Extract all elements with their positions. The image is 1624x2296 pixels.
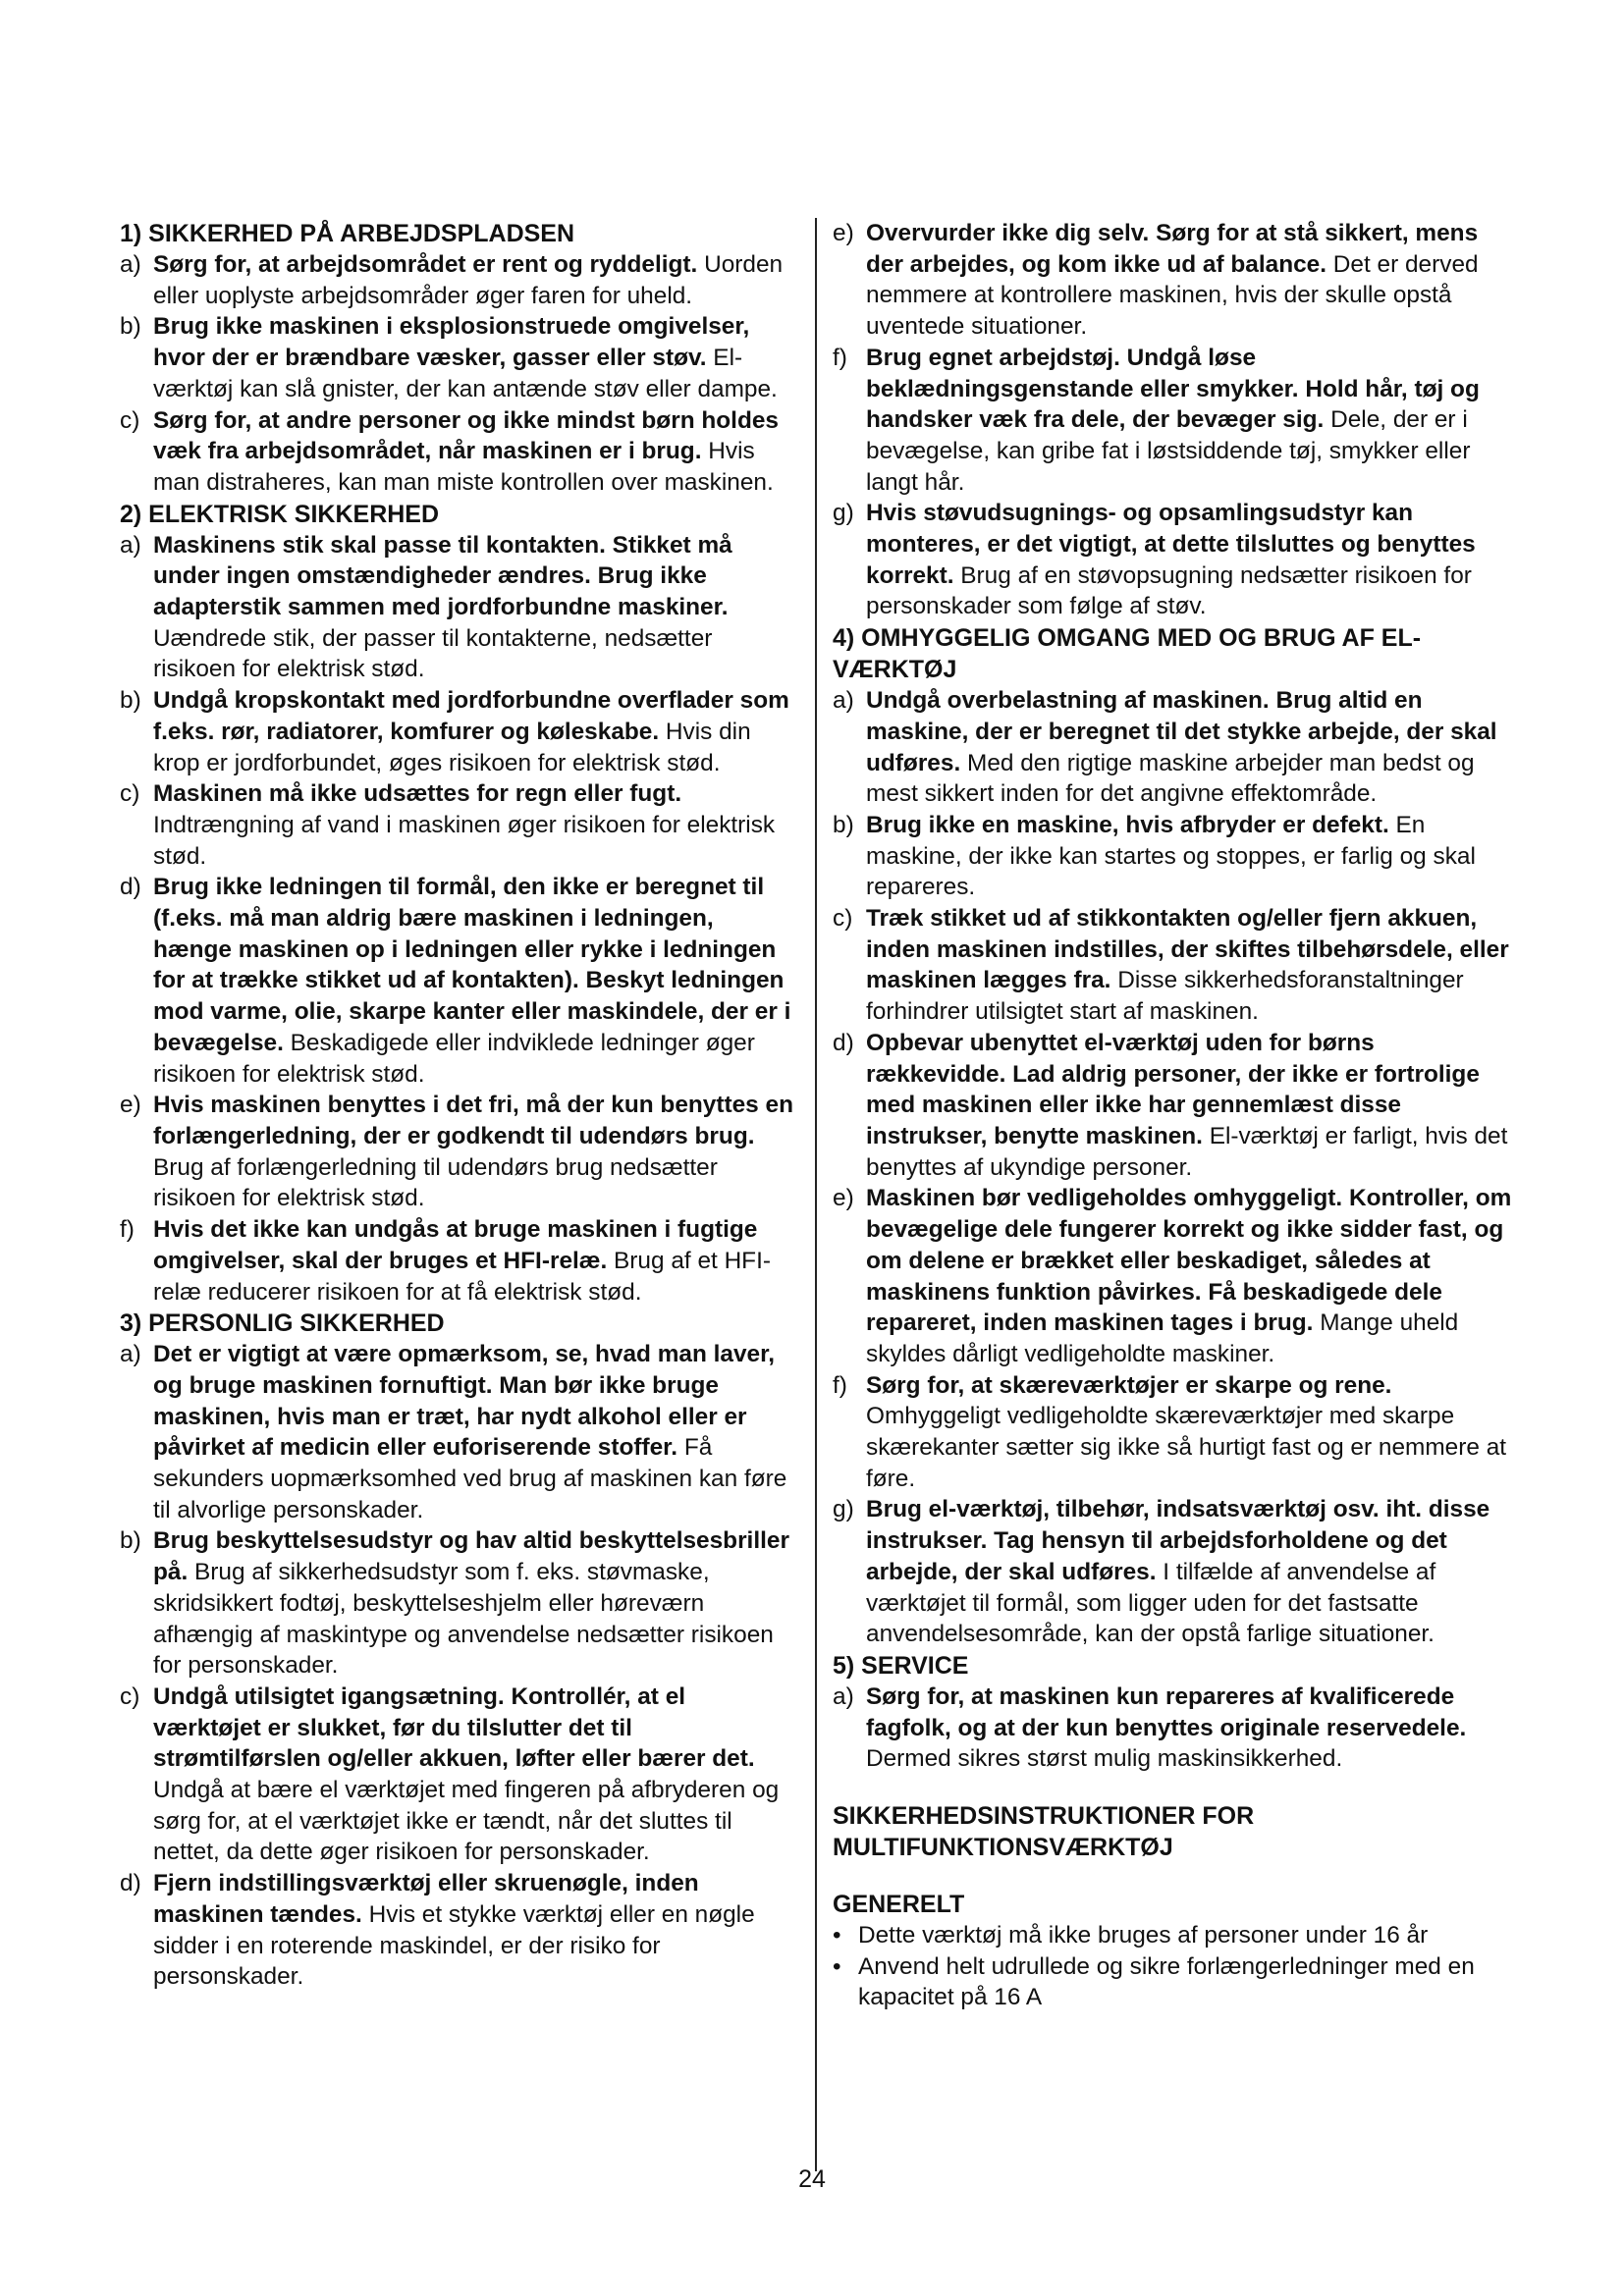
instruction-item	[833, 343, 1520, 499]
item-bold-text: Sørg for, at arbejdsområdet er rent og ryddeligt.	[153, 251, 698, 278]
item-marker: d)	[120, 1870, 141, 1897]
item-marker: d)	[120, 874, 141, 901]
item-marker: b)	[120, 313, 141, 341]
instruction-item	[120, 249, 797, 311]
page-number: 24	[798, 2165, 826, 2193]
item-normal-text: Hvis din krop er jordforbundet, øges risikoen for elektrisk stød.	[153, 718, 751, 776]
item-bold-text: Brug ikke maskinen i eksplosionstruede omgivelser, hvor der er brændbare væsker, gasser eller støv.	[153, 313, 750, 372]
item-marker: e)	[833, 220, 854, 246]
item-bold-text: Maskinen bør vedligeholdes omhyggeligt. Kontroller, om bevægelige dele fungerer korrekt og ikke sidder fast, og om delene er brækket eller beskadiget, således at maskinens funktion påvirkes. Få beskadigede dele repareret, inden maskinen tages i brug.	[866, 1185, 1512, 1337]
instruction-item	[120, 405, 797, 499]
item-normal-text: Indtrængning af vand i maskinen øger risikoen for elektrisk stød.	[153, 811, 776, 870]
item-marker: c)	[120, 1682, 140, 1710]
item-normal-text: Hvis et stykke værktøj eller en nøgle sidder i en roterende maskindel, er der risiko for personskader.	[153, 1900, 755, 1991]
item-bold-text: Undgå overbelastning af maskinen. Brug altid en maskine, der er beregnet til det stykke arbejde, der skal udføres.	[866, 687, 1497, 776]
item-marker: f)	[120, 1216, 135, 1244]
subheading: SIKKERHEDSINSTRUKTIONER FOR MULTIFUNKTIONSVÆRKTØJ	[833, 1802, 1255, 1862]
item-marker: a)	[833, 687, 854, 715]
item-bold-text: Hvis maskinen benyttes i det fri, må der kun benyttes en forlængerledning, der er godkendt til udendørs brug.	[153, 1092, 793, 1149]
item-normal-text: Dele, der er i bevægelse, kan gribe fat i løstsiddende tøj, smykker eller langt hår.	[866, 406, 1471, 496]
item-marker: c)	[120, 406, 140, 434]
item-marker: a)	[120, 531, 141, 559]
item-marker: b)	[833, 811, 854, 838]
item-marker: a)	[120, 251, 141, 278]
section-heading: 2) ELEKTRISK SIKKERHED	[120, 500, 440, 528]
item-bold-text: Opbevar ubenyttet el-værktøj uden for børns rækkevidde. Lad aldrig personer, der ikke er fortrolige med maskinen eller ikke har gennemlæst disse instrukser, benytte maskinen.	[866, 1029, 1480, 1149]
item-bold-text: Fjern indstillingsværktøj eller skruenøgle, inden maskinen tændes.	[153, 1870, 699, 1928]
item-marker: c)	[833, 905, 853, 933]
item-bold-text: Brug el-værktøj, tilbehør, indsatsværktøj osv. iht. disse instrukser. Tag hensyn til arbejdsforholdene og det arbejde, der skal udføres.	[866, 1496, 1490, 1585]
spacer	[833, 1775, 1520, 1800]
instruction-item	[120, 685, 797, 778]
item-normal-text: Brug af en støvopsugning nedsætter risikoen for personskader som følge af støv.	[866, 561, 1472, 620]
item-normal-text: En maskine, der ikke kan startes og stoppes, er farlig og skal repareres.	[866, 811, 1476, 901]
item-normal-text: Brug af forlængerledning til udendørs brug nedsætter risikoen for elektrisk stød.	[153, 1153, 718, 1212]
instruction-item	[120, 1525, 797, 1682]
item-marker: g)	[833, 500, 854, 527]
section-heading: 4) OMHYGGELIG OMGANG MED OG BRUG AF EL-VÆRKTØJ	[833, 624, 1422, 684]
item-normal-text: Omhyggeligt vedligeholdte skæreværktøjer med skarpe skærekanter sætter sig ikke så hurtigt fast og er nemmere at føre.	[866, 1403, 1507, 1492]
bullet-text: Dette værktøj må ikke bruges af personer under 16 år	[858, 1922, 1429, 1949]
item-bold-text: Sørg for, at andre personer og ikke mindst børn holdes væk fra arbejdsområdet, når maskinen er i brug.	[153, 406, 779, 465]
bullet-item	[833, 1920, 1520, 1951]
instruction-item	[120, 872, 797, 1090]
item-normal-text: Dermed sikres størst mulig maskinsikkerhed.	[866, 1745, 1343, 1773]
item-normal-text: Brug af sikkerhedsudstyr som f. eks. støvmaske, skridsikkert fodtøj, beskyttelseshjelm eller høreværn afhængig af maskintype og anvendelse nedsætter risikoen for personskader.	[153, 1559, 774, 1680]
item-bold-text: Brug beskyttelsesudstyr og hav altid beskyttelsesbriller på.	[153, 1527, 789, 1586]
item-marker: f)	[833, 344, 847, 371]
item-marker: e)	[833, 1185, 854, 1212]
item-bold-text: Overvurder ikke dig selv. Sørg for at stå sikkert, mens der arbejdes, og kom ikke ud af balance.	[866, 220, 1479, 278]
instruction-item	[833, 1183, 1520, 1369]
section-heading: 1) SIKKERHED PÅ ARBEJDSPLADSEN	[120, 220, 575, 247]
item-normal-text: Få sekunders uopmærksomhed ved brug af maskinen kan føre til alvorlige personskader.	[153, 1434, 787, 1523]
instruction-item	[833, 685, 1520, 810]
instruction-item	[120, 1868, 797, 1993]
item-normal-text: Uorden eller uoplyste arbejdsområder øger faren for uheld.	[153, 251, 784, 309]
item-marker: d)	[833, 1029, 854, 1056]
section-heading: 5) SERVICE	[833, 1651, 969, 1680]
instruction-item	[833, 218, 1520, 343]
item-bold-text: Træk stikket ud af stikkontakten og/eller fjern akkuen, inden maskinen indstilles, der skiftes tilbehørsdele, eller maskinen lægges fra.	[866, 905, 1509, 994]
instruction-item	[833, 903, 1520, 1028]
item-normal-text: Det er derved nemmere at kontrollere maskinen, hvis der skulle opstå uventede situationer.	[866, 250, 1479, 341]
item-normal-text: Beskadigede eller indviklede ledninger øger risikoen for elektrisk stød.	[153, 1029, 755, 1088]
item-marker: b)	[120, 1527, 141, 1555]
item-normal-text: Disse sikkerhedsforanstaltninger forhindrer utilsigtet start af maskinen.	[866, 967, 1464, 1026]
instruction-item	[833, 1494, 1520, 1650]
instruction-item	[120, 1090, 797, 1214]
bullet-item	[833, 1951, 1520, 2013]
right-column	[833, 218, 1520, 2013]
item-bold-text: Brug egnet arbejdstøj. Undgå løse beklædningsgenstande eller smykker. Hold hår, tøj og handsker væk fra dele, der bevæger sig.	[866, 344, 1480, 434]
bullet-marker: •	[833, 1922, 841, 1949]
section-heading: 3) PERSONLIG SIKKERHED	[120, 1309, 445, 1338]
bullet-marker: •	[833, 1952, 841, 1980]
item-normal-text: I tilfælde af anvendelse af værktøjet til formål, som ligger uden for det fastsatte anvendelsesområde, kan der opstå farlige situationer.	[866, 1558, 1436, 1648]
instruction-item	[120, 1339, 797, 1525]
instruction-item	[120, 778, 797, 872]
item-marker: a)	[833, 1682, 854, 1710]
item-bold-text: Hvis det ikke kan undgås at bruge maskinen i fugtige omgivelser, skal der bruges et HFI-relæ.	[153, 1216, 758, 1274]
item-normal-text: Med den rigtige maskine arbejder man bedst og mest sikkert inden for det angivne effektområde.	[866, 749, 1475, 808]
item-normal-text: Hvis man distraheres, kan man miste kontrollen over maskinen.	[153, 438, 774, 496]
item-bold-text: Det er vigtigt at være opmærksom, se, hvad man laver, og bruge maskinen fornuftigt. Man bør ikke bruge maskinen, hvis man er træt, har nydt alkohol eller er påvirket af medicin eller euforiserende stoffer.	[153, 1341, 776, 1462]
item-normal-text: Undgå at bære el værktøjet med fingeren på afbryderen og sørg for, at el værktøjet ikke er tændt, når det sluttes til nettet, da dette øger risikoen for personskader.	[153, 1777, 780, 1866]
instruction-item	[833, 1682, 1520, 1775]
instruction-item	[120, 1682, 797, 1868]
item-marker: c)	[120, 780, 140, 808]
item-marker: f)	[833, 1371, 847, 1399]
bullet-text: Anvend helt udrullede og sikre forlængerledninger med en kapacitet på 16 A	[858, 1952, 1475, 2011]
item-bold-text: Undgå utilsigtet igangsætning. Kontrollér, at el værktøjet er slukket, før du tilslutter det til strømtilførslen og/eller akkuen, løfter eller bærer det.	[153, 1682, 755, 1773]
item-bold-text: Sørg for, at skæreværktøjer er skarpe og rene.	[866, 1371, 1392, 1399]
item-bold-text: Hvis støvudsugnings- og opsamlingsudstyr kan monteres, er det vigtigt, at dette tilsluttes og benyttes korrekt.	[866, 500, 1476, 589]
item-marker: a)	[120, 1341, 141, 1368]
left-column	[120, 218, 797, 1993]
item-marker: e)	[120, 1092, 141, 1119]
instruction-item	[120, 530, 797, 686]
item-normal-text: El-værktøj er farligt, hvis det benyttes af ukyndige personer.	[866, 1122, 1508, 1181]
item-bold-text: Maskinen må ikke udsættes for regn eller fugt.	[153, 780, 682, 808]
item-bold-text: Maskinens stik skal passe til kontakten. Stikket må under ingen omstændigheder ændres. Brug ikke adapterstik sammen med jordforbundne maskiner.	[153, 531, 732, 621]
item-marker: b)	[120, 687, 141, 715]
item-bold-text: Brug ikke ledningen til formål, den ikke er beregnet til (f.eks. må man aldrig bære maskinen i ledningen, hænge maskinen op i ledningen eller rykke i ledningen for at trække stikket ud af kontakten). Beskyt ledningen mod varme, olie, skarpe kanter eller maskindele, der er i bevægelse.	[153, 874, 791, 1056]
instruction-item	[833, 498, 1520, 622]
item-normal-text: Brug af et HFI-relæ reducerer risikoen for at få elektrisk stød.	[153, 1247, 771, 1306]
item-bold-text: Sørg for, at maskinen kun repareres af kvalificerede fagfolk, og at der kun benyttes originale reservedele.	[866, 1682, 1467, 1741]
instruction-item	[833, 1028, 1520, 1184]
item-normal-text: Uændrede stik, der passer til kontakterne, nedsætter risikoen for elektrisk stød.	[153, 624, 713, 683]
item-bold-text: Brug ikke en maskine, hvis afbryder er defekt.	[866, 811, 1389, 838]
item-bold-text: Undgå kropskontakt med jordforbundne overflader som f.eks. rør, radiatorer, komfurer og køleskabe.	[153, 687, 789, 745]
instruction-item	[833, 810, 1520, 903]
subheading: GENERELT	[833, 1891, 965, 1919]
item-normal-text: Mange uheld skyldes dårligt vedligeholdte maskiner.	[866, 1309, 1459, 1367]
instruction-item	[833, 1370, 1520, 1495]
instruction-item	[120, 311, 797, 404]
item-normal-text: El-værktøj kan slå gnister, der kan antænde støv eller dampe.	[153, 345, 778, 402]
item-marker: g)	[833, 1496, 854, 1523]
spacer	[833, 1863, 1520, 1889]
instruction-item	[120, 1214, 797, 1308]
column-divider	[815, 218, 817, 2171]
